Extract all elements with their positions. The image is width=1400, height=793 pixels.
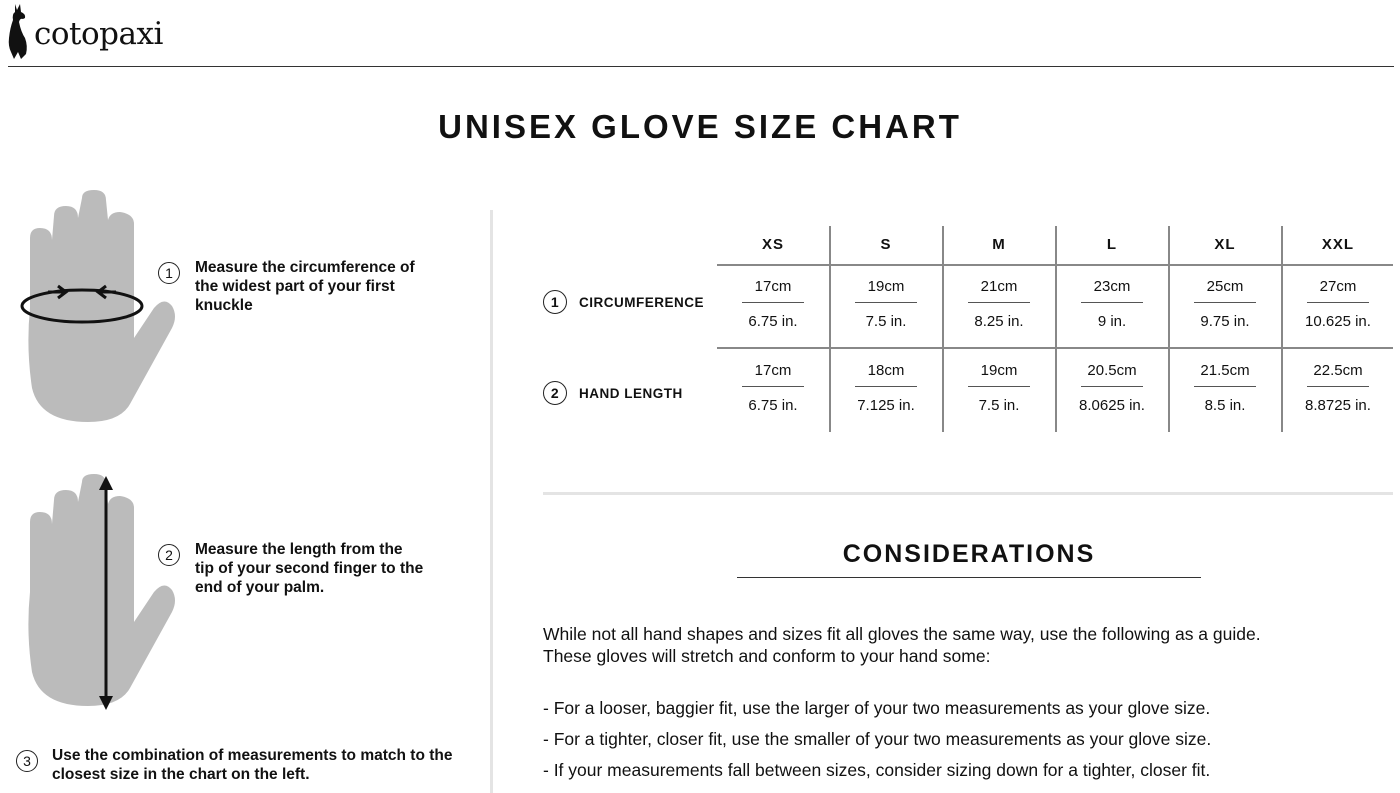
hand-shape-1 xyxy=(28,190,175,422)
grid-line xyxy=(717,264,1393,266)
vertical-divider xyxy=(490,210,493,793)
page-title: UNISEX GLOVE SIZE CHART xyxy=(438,108,962,145)
hand-shape-2 xyxy=(28,474,175,706)
table-cell xyxy=(1169,360,1281,417)
considerations-bullet-2: - For a tighter, closer fit, use the smaller of your two measurements as your glove size. xyxy=(543,729,1212,749)
table-cell xyxy=(1169,276,1281,333)
table-cell xyxy=(717,360,829,417)
col-header-xs: XS xyxy=(761,236,784,253)
header-divider xyxy=(8,66,1394,67)
grid-line xyxy=(717,347,1393,349)
step-1-text: Measure the circumference of the widest part of your first knuckle xyxy=(195,259,415,314)
logo-text: cotopaxi xyxy=(34,16,163,52)
llama-icon xyxy=(6,2,32,60)
cell-cm: 20.5cm xyxy=(1087,362,1137,379)
cell-cm: 27cm xyxy=(1319,278,1357,295)
cell-cm: 17cm xyxy=(754,278,792,295)
table-cell xyxy=(1282,276,1394,333)
table-cell xyxy=(717,276,829,333)
cell-cm: 22.5cm xyxy=(1313,362,1363,379)
cell-in: 8.25 in. xyxy=(974,313,1024,330)
table-cell xyxy=(943,360,1055,417)
row-label-circumference xyxy=(543,290,704,314)
cell-in: 8.8725 in. xyxy=(1305,397,1371,414)
table-cell xyxy=(943,276,1055,333)
cell-cm: 17cm xyxy=(754,362,792,379)
row-2-label: HAND LENGTH xyxy=(579,385,683,401)
table-cell xyxy=(1056,276,1168,333)
considerations-bullet-1: - For a looser, baggier fit, use the larger of your two measurements as your glove size. xyxy=(543,698,1211,718)
row-1-number: 1 xyxy=(543,290,567,314)
row-label-hand-length xyxy=(543,381,683,405)
col-header-m: M xyxy=(992,236,1006,253)
row-1-label: CIRCUMFERENCE xyxy=(579,294,705,310)
cell-cm: 18cm xyxy=(867,362,905,379)
considerations-bullet-3: - If your measurements fall between sizes, consider sizing down for a tighter, closer fit. xyxy=(543,760,1211,780)
cell-in: 7.125 in. xyxy=(857,397,915,414)
step-2-text: Measure the length from the tip of your second finger to the end of your palm. xyxy=(195,541,424,596)
cell-in: 9.75 in. xyxy=(1200,313,1250,330)
step-3-number: 3 xyxy=(16,750,38,772)
step-3-text: Use the combination of measurements to match to the closest size in the chart on the left. xyxy=(52,747,453,783)
cell-cm: 21cm xyxy=(980,278,1018,295)
table-cell xyxy=(830,360,942,417)
section-divider xyxy=(543,492,1393,495)
step-1-number: 1 xyxy=(158,262,180,284)
considerations-intro-2: These gloves will stretch and conform to your hand some: xyxy=(543,646,991,666)
cell-in: 7.5 in. xyxy=(978,397,1020,414)
cell-cm: 25cm xyxy=(1206,278,1244,295)
col-header-l: L xyxy=(1106,236,1118,253)
hand-length-illustration xyxy=(18,472,180,714)
table-cell xyxy=(1282,360,1394,417)
hand-circumference-illustration xyxy=(18,188,180,428)
cell-in: 8.5 in. xyxy=(1204,397,1246,414)
step-2-number: 2 xyxy=(158,544,180,566)
cell-in: 8.0625 in. xyxy=(1079,397,1145,414)
brand-logo[interactable] xyxy=(6,0,163,62)
cell-in: 6.75 in. xyxy=(748,397,798,414)
cell-cm: 19cm xyxy=(980,362,1018,379)
col-header-xl: XL xyxy=(1214,236,1236,253)
cell-in: 7.5 in. xyxy=(865,313,907,330)
table-cell xyxy=(830,276,942,333)
row-2-number: 2 xyxy=(543,381,567,405)
considerations-intro-1: While not all hand shapes and sizes fit all gloves the same way, use the following as a guide. xyxy=(543,624,1261,644)
cell-in: 9 in. xyxy=(1097,313,1127,330)
cell-in: 10.625 in. xyxy=(1305,313,1371,330)
cell-in: 6.75 in. xyxy=(748,313,798,330)
col-header-s: S xyxy=(880,236,892,253)
considerations-title: CONSIDERATIONS xyxy=(842,540,1096,568)
considerations-underline xyxy=(737,577,1201,578)
cell-cm: 21.5cm xyxy=(1200,362,1250,379)
cell-cm: 19cm xyxy=(867,278,905,295)
cell-cm: 23cm xyxy=(1093,278,1131,295)
table-cell xyxy=(1056,360,1168,417)
col-header-xxl: XXL xyxy=(1321,236,1355,253)
